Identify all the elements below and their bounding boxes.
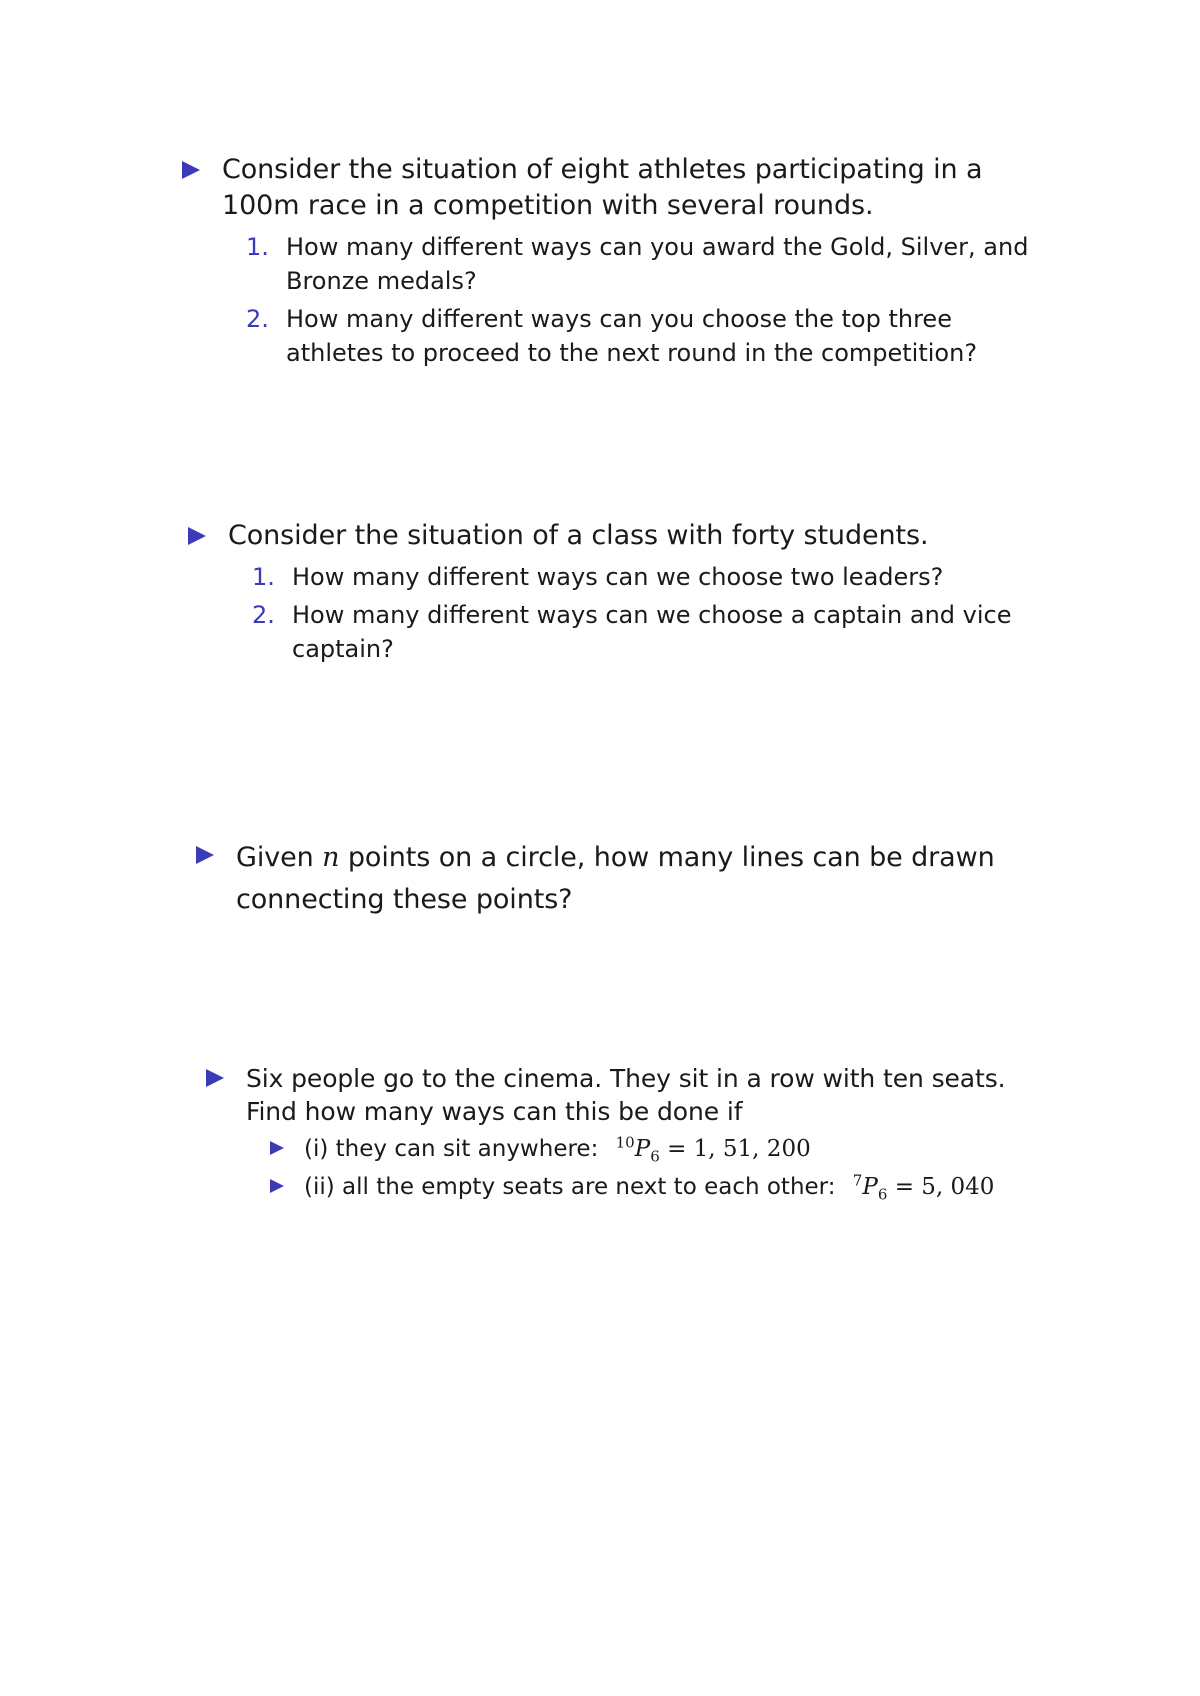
question-line: Consider the situation of a class with forty students. — [228, 520, 929, 551]
sub-question-line: How many different ways can you choose the top three — [286, 305, 952, 333]
text-segment: Given — [236, 842, 323, 873]
sub-answer-list — [270, 1132, 1106, 1204]
triangle-bullet-icon — [182, 161, 200, 179]
math-variable: n — [322, 842, 340, 873]
question-line: Consider the situation of eight athletes participating in a — [222, 154, 983, 185]
superscript: 10 — [615, 1133, 635, 1152]
subscript: 6 — [877, 1185, 888, 1204]
question-line: connecting these points? — [236, 884, 573, 915]
superscript: 7 — [852, 1171, 863, 1190]
sub-question — [246, 230, 1082, 298]
sub-question-line: How many different ways can we choose two leaders? — [292, 563, 944, 591]
list-number: 2. — [252, 601, 275, 629]
sub-question-line: How many different ways can you award the Gold, Silver, and — [286, 233, 1029, 261]
sub-question-line: captain? — [292, 635, 394, 663]
question-text — [246, 1062, 1106, 1128]
bullet-item — [206, 1062, 1106, 1204]
bullet-item — [196, 837, 1096, 921]
sub-question — [246, 302, 1082, 370]
sub-question-list — [246, 230, 1082, 370]
answer-item — [270, 1170, 1106, 1204]
triangle-bullet-icon — [188, 527, 206, 545]
list-number: 2. — [246, 305, 269, 333]
triangle-bullet-icon — [270, 1141, 284, 1155]
subscript: 6 — [650, 1147, 660, 1166]
permutation-formula — [615, 1133, 811, 1166]
answer-item — [270, 1132, 1106, 1166]
sub-question-line: Bronze medals? — [286, 267, 477, 295]
answer-text: (i) they can sit anywhere: — [304, 1136, 599, 1162]
question-line: Six people go to the cinema. They sit in a row with ten seats. — [246, 1064, 1006, 1093]
permutation-formula — [852, 1171, 995, 1204]
question-line — [236, 837, 1096, 879]
formula-result: = 5, 040 — [894, 1174, 995, 1200]
question-text — [228, 518, 1088, 554]
sub-question — [252, 560, 1088, 594]
math-variable: P — [862, 1174, 878, 1200]
question-block-3 — [196, 840, 1096, 921]
question-block-2 — [188, 518, 1088, 670]
triangle-bullet-icon — [196, 846, 214, 864]
question-block-4 — [206, 1062, 1106, 1208]
triangle-bullet-icon — [270, 1179, 284, 1193]
math-variable: P — [634, 1136, 651, 1162]
sub-question-line: athletes to proceed to the next round in the competition? — [286, 339, 978, 367]
answer-text: (ii) all the empty seats are next to each other: — [304, 1174, 836, 1200]
question-line: Find how many ways can this be done if — [246, 1097, 743, 1126]
sub-question-list — [252, 560, 1088, 666]
question-text — [222, 152, 1082, 224]
question-block-1 — [182, 152, 1082, 374]
text-segment: points on a circle, how many lines can be drawn — [339, 842, 995, 873]
list-number: 1. — [246, 233, 269, 261]
bullet-item — [182, 152, 1082, 370]
question-line: 100m race in a competition with several rounds. — [222, 190, 874, 221]
question-text — [236, 837, 1096, 921]
sub-question-line: How many different ways can we choose a captain and vice — [292, 601, 1012, 629]
sub-question — [252, 598, 1088, 666]
formula-result: = 1, 51, 200 — [667, 1136, 811, 1162]
bullet-item — [188, 518, 1088, 666]
list-number: 1. — [252, 563, 275, 591]
triangle-bullet-icon — [206, 1069, 224, 1087]
